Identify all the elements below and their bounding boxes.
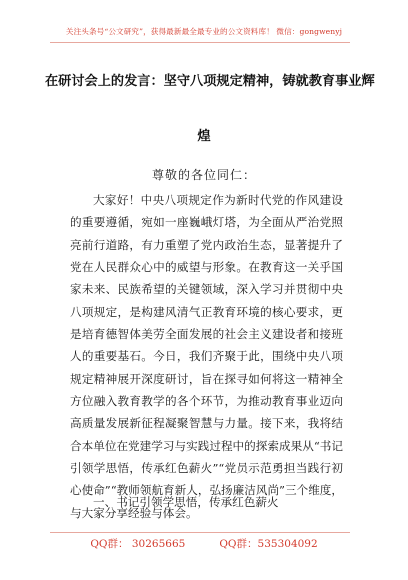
footer	[0, 536, 408, 551]
header-divider	[50, 42, 350, 43]
document-title-line-2: 煌	[197, 129, 211, 144]
body-paragraph: 大家好！中央八项规定作为新时代党的作风建设的重要遵循，宛如一座巍峨灯塔，为全面从严治党照亮前行道路，有力重塑了党内政治生态，显著提升了党在人民群众心中的威望与形象。在教育这一关乎国家未来、民族希望的关键领域，深入学习并贯彻中央八项规定，是构建风清气正教育环境的核心要求，更是培育德智体美劳全面发展的社会主义建设者和接班人的重要基石。今日，我们齐聚于此，围绕中央八项规定精神展开深度研讨，旨在探寻如何将这一精神全方位融入教育教学的各个环节，为推动教育事业迈向高质量发展新征程凝聚智慧与力量。接下来，我将结合本单位在党建学习与实践过程中的探索成果从“书记引领学思悟，传承红色薪火”“党员示范勇担当践行初心使命”“教师领航育新人，弘扬廉洁风尚”三个维度，与大家分享经验与体会。	[70, 193, 343, 520]
footer-qq-group-2: QQ群：535304092	[219, 538, 318, 550]
footer-qq-group-1: QQ群： 30265665	[90, 538, 186, 550]
document-title-line-1: 在研讨会上的发言：坚守八项规定精神，铸就教育事业辉	[45, 74, 375, 89]
salutation: 尊敬的各位同仁：	[151, 168, 256, 182]
section-heading: 一、书记引领学思悟，传承红色薪火	[93, 495, 279, 509]
footer-divider	[50, 532, 350, 533]
header-note: 关注头条号“公文研究”，获得最新最全最专业的公文资料库！ 微信：gongwenyj	[65, 27, 343, 36]
